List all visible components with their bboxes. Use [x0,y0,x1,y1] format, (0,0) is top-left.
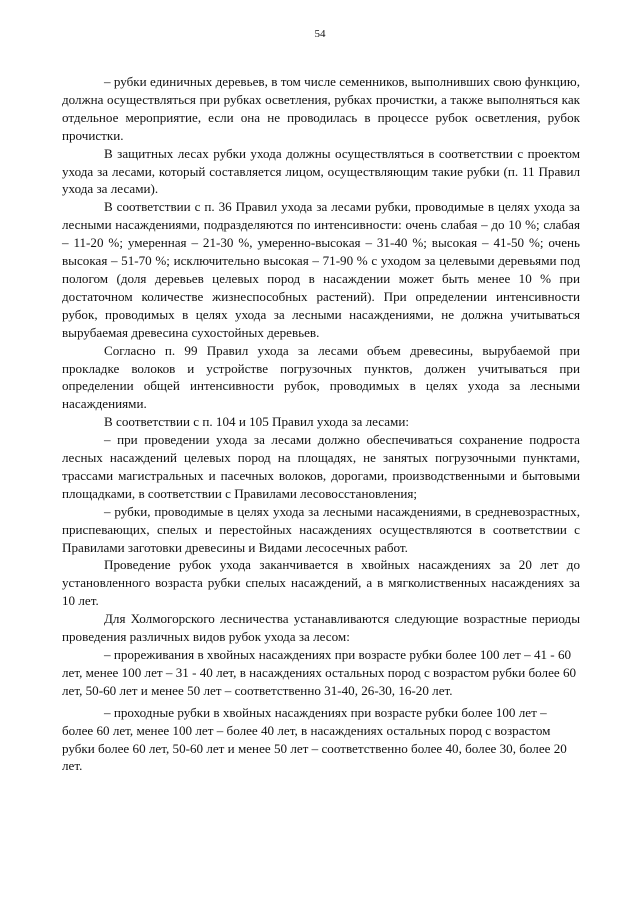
paragraph-kholmogory-periods-intro: Для Холмогорского лесничества устанавливаются следующие возрастные периоды проведения различных видов рубок ухода за лесом: [62,611,580,645]
document-body [62,73,580,775]
paragraph-protective-forests: В защитных лесах рубки ухода должны осуществляться в соответствии с проектом ухода за лесами, который составляется лицом, осуществляющим такие рубки (п. 11 Правил ухода за лесами). [62,145,580,197]
paragraph-thinning-periods: – прореживания в хвойных насаждениях при возрасте рубки более 100 лет – 41 - 60 лет, менее 100 лет – 31 - 40 лет, в насаждениях остальных пород с возрастом рубки более 60 лет, 50-60 лет и менее 50 лет – соответственно 31-40, 26-30, 16-20 лет. [62,647,577,698]
paragraph-mature-stands-felling: – рубки, проводимые в целях ухода за лесными насаждениями, в средневозрастных, приспевающих, спелых и перестойных насаждениях осуществляются в соответствии с Правилами заготовки древесины и Видами лесосечных работ. [62,503,580,555]
paragraph-felling-intensity: В соответствии с п. 36 Правил ухода за лесами рубки, проводимые в целях ухода за лесными насаждениями, подразделяются по интенсивности: очень слабая – до 10 %; слабая – 11-20 %; умеренная – 21-30 %, умеренно-высокая – 31-40 %; высокая – 41-50 %; очень высокая – 51-70 %; исключительно высокая – 71-90 % с уходом за целевыми деревьями под пологом (доля деревьев целевых пород в насаждении может быть менее 10 % при достаточном количестве жизнеспособных растений). При определении интенсивности рубок, проводимых в целях ухода за лесными насаждениями, не должна учитываться вырубаемая древесина сухостойных деревьев. [62,199,580,340]
paragraph-skid-trails-volume: Согласно п. 99 Правил ухода за лесами объем древесины, вырубаемой при прокладке волоков и устройстве погрузочных пунктов, должен учитываться при определении общей интенсивности рубок, проводимых в целях ухода за лесными насаждениями. [62,342,580,412]
paragraph-undergrowth-preservation: – при проведении ухода за лесами должно обеспечиваться сохранение подроста лесных насаждений целевых пород на площадях, не занятых погрузочными пунктами, трассами магистральных и пасечных волоков, дорогами, производственными и бытовыми площадками, в соответствии с Правилами лесовосстановления; [62,432,580,501]
paragraph-rules-104-105-intro: В соответствии с п. 104 и 105 Правил ухода за лесами: [104,414,409,430]
paragraph-single-tree-felling: – рубки единичных деревьев, в том числе семенников, выполнивших свою функцию, должна осуществляться при рубках осветления, рубках прочистки, а также выполняться как отдельное мероприятие, если она не проводилась в процессе рубок осветления, рубок прочистки. [62,74,580,143]
paragraph-felling-end-periods: Проведение рубок ухода заканчивается в хвойных насаждениях за 20 лет до установленного возраста рубки спелых насаждений, а в мягколиственных насаждениях за 10 лет. [62,557,580,609]
page-number: 54 [314,28,326,40]
paragraph-passage-felling-periods: – проходные рубки в хвойных насаждениях при возрасте рубки более 100 лет – более 60 лет, менее 100 лет – более 40 лет, в насаждениях остальных пород с возрастом рубки более 60 лет, 50-60 лет и менее 50 лет – соответственно более 40, более 30, более 20 лет. [62,704,567,774]
